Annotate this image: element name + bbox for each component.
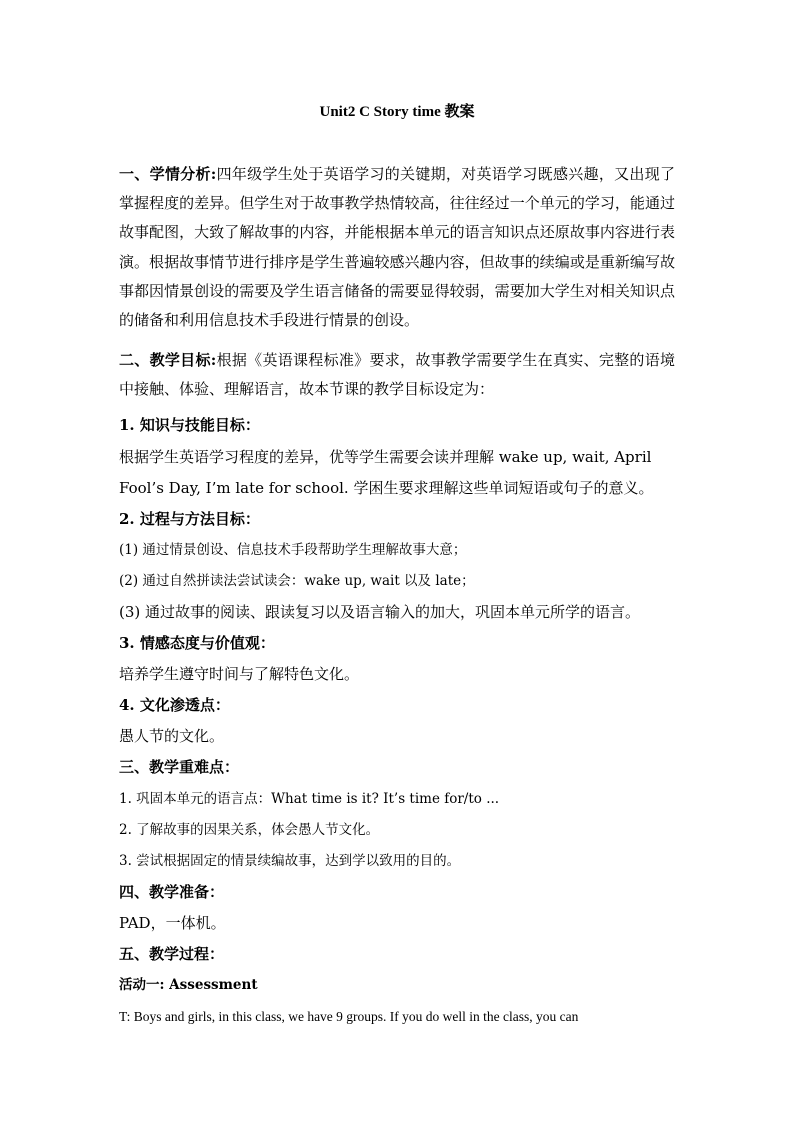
section-teaching-goals-heading: 二、教学目标: [119, 351, 217, 369]
goal-knowledge-heading: 1. 知识与技能目标： [119, 416, 260, 434]
key-point-item-3: 3. 尝试根据固定的情景续编故事，达到学以致用的目的。 [119, 853, 461, 869]
document-title: Unit2 C Story time 教案 [319, 104, 475, 120]
key-point-item-1: 1. 巩固本单元的语言点：What time is it? It’s time for/to ... [119, 791, 500, 807]
goal-knowledge-line-2: Fool’s Day, I’m late for school. 学困生要求理解这些单词短语或句子的意义。 [119, 479, 654, 497]
activity-1-heading: 活动一: Assessment [119, 977, 258, 993]
goal-process-item-2: (2) 通过自然拼读法尝试读会：wake up, wait 以及 late； [119, 573, 475, 589]
section-learner-analysis-body: 四年级学生处于英语学习的关键期，对英语学习既感兴趣，又出现了掌握程度的差异。但学生对于故事教学热情较高，往往经过一个单元的学习，能通过故事配图，大致了解故事的内容，并能根据本单元的语言知识点还原故事内容进行表演。根据故事情节进行排序是学生普遍较感兴趣内容，但故事的续编或是重新编写故事都因情景创设的需要及学生语言储备的需要显得较弱，需要加大学生对相关知识点的储备和利用信息技术手段进行情景的创设。 [119, 165, 675, 330]
goal-knowledge-line-1: 根据学生英语学习程度的差异，优等学生需要会读并理解 wake up, wait, April [119, 448, 652, 466]
section-teaching-goals [119, 346, 675, 404]
goal-process-heading: 2. 过程与方法目标： [119, 510, 260, 528]
section-learner-analysis-heading: 一、学情分析: [119, 165, 217, 183]
section-key-points-heading: 三、教学重难点： [119, 758, 240, 776]
key-point-item-2: 2. 了解故事的因果关系，体会愚人节文化。 [119, 822, 380, 838]
goal-process-item-3: (3) 通过故事的阅读、跟读复习以及语言输入的加大，巩固本单元所学的语言。 [119, 603, 641, 621]
goal-process-item-1: (1) 通过情景创设、信息技术手段帮助学生理解故事大意； [119, 542, 467, 558]
section-preparation-heading: 四、教学准备： [119, 883, 225, 901]
section-preparation-body: PAD，一体机。 [119, 914, 226, 932]
section-teaching-goals-body: 根据《英语课程标准》要求，故事教学需要学生在真实、完整的语境中接触、体验、理解语言，故本节课的教学目标设定为： [119, 351, 675, 399]
goal-culture-body: 愚人节的文化。 [119, 727, 225, 745]
activity-1-line: T: Boys and girls, in this class, we have 9 groups. If you do well in the class, you can [119, 1009, 579, 1024]
goal-attitude-body: 培养学生遵守时间与了解特色文化。 [119, 665, 360, 683]
section-learner-analysis [119, 160, 675, 335]
goal-culture-heading: 4. 文化渗透点： [119, 696, 230, 714]
goal-attitude-heading: 3. 情感态度与价值观： [119, 634, 275, 652]
section-process-heading: 五、教学过程： [119, 945, 225, 963]
